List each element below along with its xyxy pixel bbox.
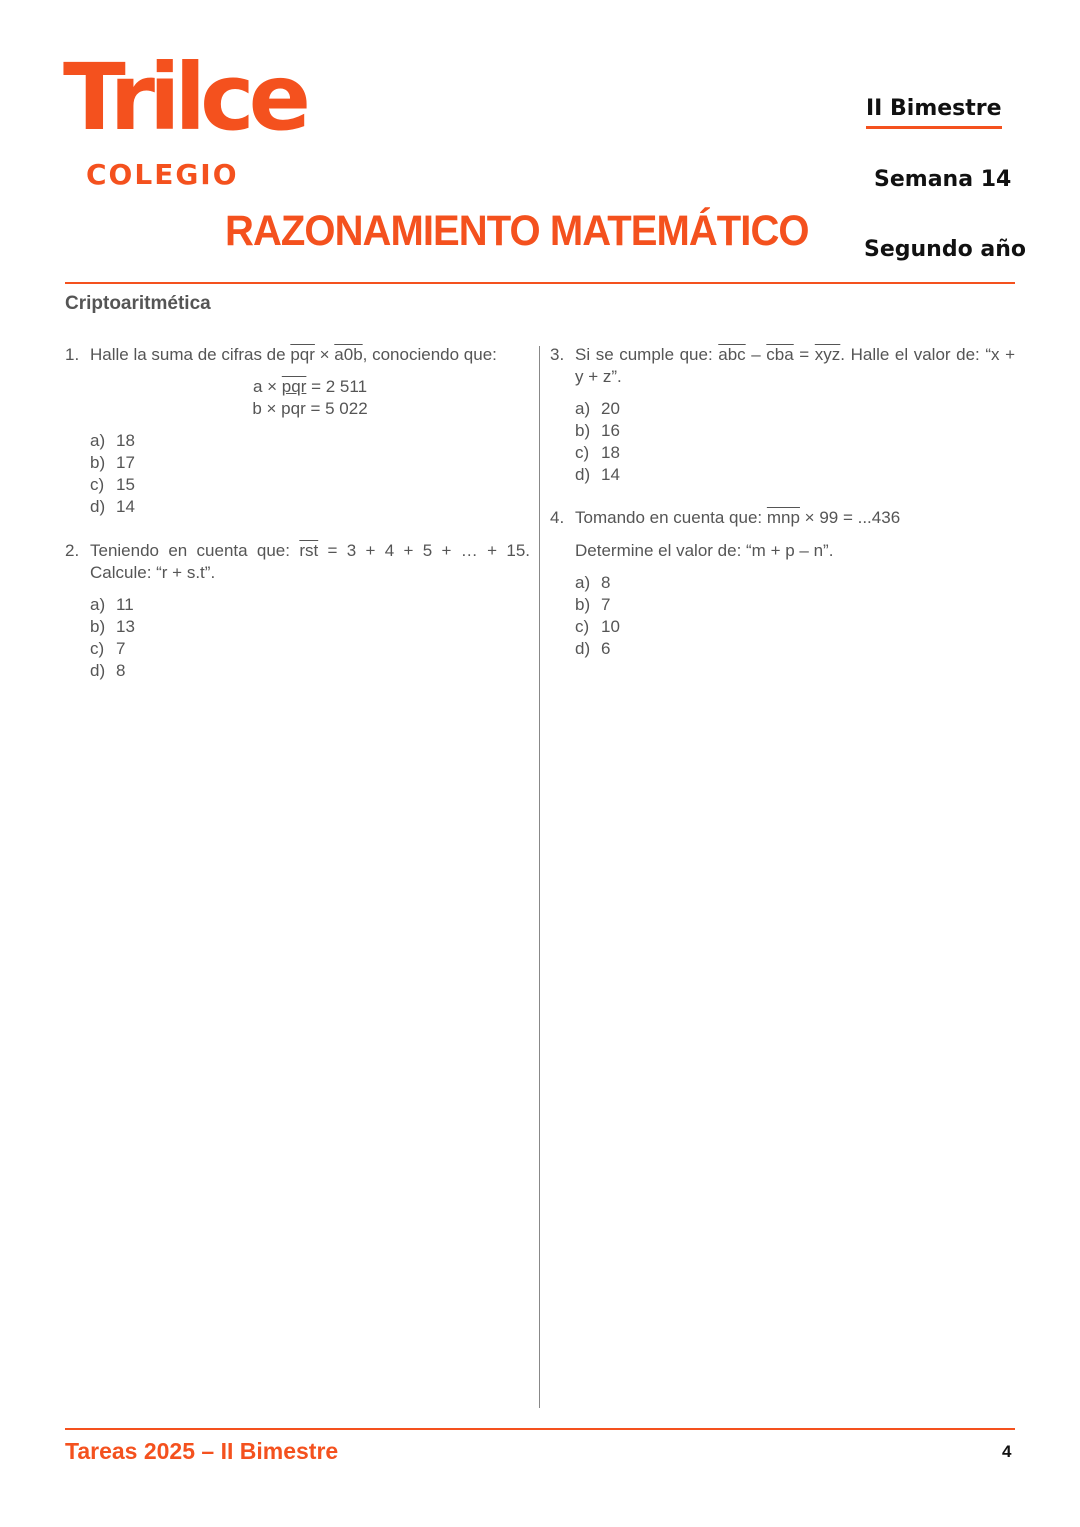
overlined-number: $\overline{pqr}$ bbox=[290, 345, 315, 364]
question-3 bbox=[550, 344, 1015, 486]
options-list bbox=[90, 594, 530, 682]
option: c) 15 bbox=[90, 475, 135, 494]
operator: × bbox=[314, 345, 335, 364]
trilce-logo: Trilce bbox=[63, 44, 306, 151]
question-number: 1. bbox=[65, 345, 80, 364]
question-2 bbox=[65, 540, 530, 682]
equation: b × pqr = 5 022 bbox=[252, 399, 368, 418]
question-text: . Halle el valor de: “x + y + z”. bbox=[575, 345, 1016, 386]
option: c) 10 bbox=[575, 617, 620, 636]
question-text: Halle la suma de cifras de bbox=[90, 345, 291, 364]
equation: = 2 511 bbox=[306, 377, 368, 396]
section-title: Criptoaritmética bbox=[65, 293, 211, 314]
grade-label: Segundo año bbox=[864, 237, 1026, 262]
question-4 bbox=[550, 507, 1015, 660]
overlined-number: $\overline{xyz}$ bbox=[814, 345, 841, 364]
option: a) 20 bbox=[575, 399, 620, 418]
header-divider bbox=[65, 282, 1015, 284]
equation: a × bbox=[252, 377, 282, 396]
page-number: 4 bbox=[1002, 1442, 1012, 1461]
option: c) 7 bbox=[90, 639, 126, 658]
overlined-number: $\overline{rst}$ bbox=[299, 541, 319, 560]
options-list bbox=[90, 430, 530, 518]
question-text: Si se cumple que: bbox=[575, 345, 719, 364]
question-text: × 99 = ...436 bbox=[799, 508, 901, 527]
question-text: Tomando en cuenta que: bbox=[575, 508, 767, 527]
option: d) 8 bbox=[90, 661, 126, 680]
options-list bbox=[575, 398, 1015, 486]
operator: – bbox=[745, 345, 767, 364]
question-number: 4. bbox=[550, 508, 565, 527]
question-text: Determine el valor de: “m + p – n”. bbox=[575, 541, 834, 560]
question-1 bbox=[65, 344, 530, 518]
option: d) 6 bbox=[575, 639, 611, 658]
column-divider bbox=[539, 346, 540, 1408]
option: b) 17 bbox=[90, 453, 135, 472]
option: d) 14 bbox=[575, 465, 620, 484]
question-text: = 3 + 4 + 5 + … + 15. Calcule: “r + s.t”. bbox=[90, 541, 530, 582]
options-list bbox=[575, 572, 1015, 660]
overlined-number: a0b bbox=[334, 345, 363, 364]
page-title: RAZONAMIENTO MATEMÁTICO bbox=[225, 207, 809, 255]
option: b) 13 bbox=[90, 617, 135, 636]
question-text: , conociendo que: bbox=[362, 345, 497, 364]
option: b) 7 bbox=[575, 595, 611, 614]
footer-divider bbox=[65, 1428, 1015, 1430]
option: a) 11 bbox=[90, 595, 134, 614]
option: a) 18 bbox=[90, 431, 135, 450]
option: a) 8 bbox=[575, 573, 611, 592]
question-number: 2. bbox=[65, 541, 80, 560]
question-number: 3. bbox=[550, 345, 565, 364]
option: b) 16 bbox=[575, 421, 620, 440]
question-text: Teniendo en cuenta que: bbox=[90, 541, 300, 560]
operator: = bbox=[793, 345, 815, 364]
footer-text: Tareas 2025 – II Bimestre bbox=[65, 1438, 339, 1464]
option: c) 18 bbox=[575, 443, 620, 462]
overlined-number: pqr bbox=[281, 377, 307, 396]
bimestre-label: II Bimestre bbox=[866, 96, 1002, 129]
option: d) 14 bbox=[90, 497, 135, 516]
logo-subtitle: COLEGIO bbox=[86, 158, 239, 191]
overlined-number: $\overline{cba}$ bbox=[766, 345, 794, 364]
overlined-number: $\overline{abc}$ bbox=[718, 345, 746, 364]
overlined-number: $\overline{mnp}$ bbox=[766, 508, 800, 527]
semana-label: Semana 14 bbox=[874, 167, 1012, 192]
